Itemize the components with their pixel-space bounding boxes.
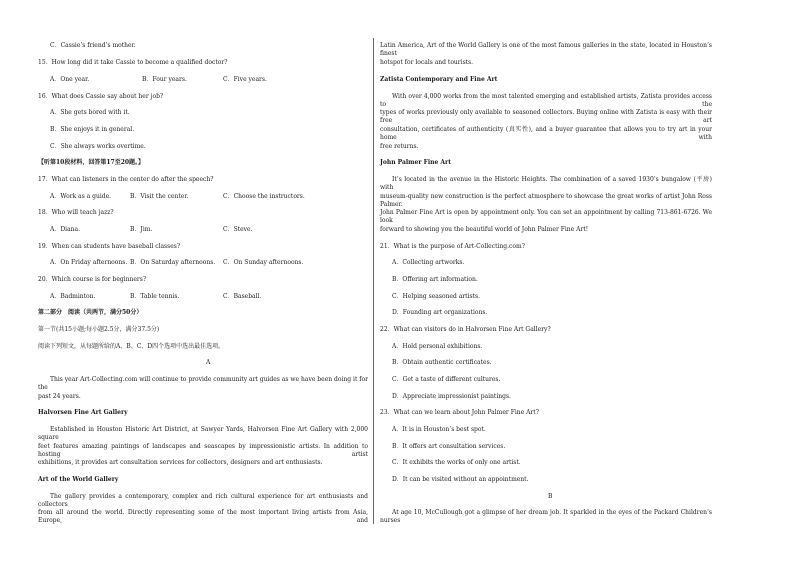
intro-line-1: This year Art-Collecting.com will continue to provide community art guides as we have been doing it for the	[38, 376, 368, 391]
passage-b-line-1: At age 10, McCullough got a glimpse of her dream job. It sparkled in the eyes of the Packard Children’s nurses	[380, 509, 712, 524]
q19-option-b: B．On Saturday afternoons.	[130, 259, 216, 266]
intro-line-2: past 24 years.	[38, 393, 81, 400]
q21-option-d: D．Founding art organizations.	[392, 309, 488, 316]
art-of-world-line-1: The gallery provides a contemporary, complex and rich cultural experience for art enthusiasts and collectors	[38, 493, 368, 508]
q15-option-a: A．One year.	[50, 76, 90, 83]
art-of-world-line-2: from all around the world. Directly representing some of the most important living artists from Asia, Europe, and	[38, 509, 368, 524]
q15-option-c: C．Five years.	[223, 76, 267, 83]
passage-b-label: B	[548, 493, 553, 500]
halvorsen-line-3: exhibitions, it provides art consultation services for collectors, designers and art enthusiasts.	[38, 459, 323, 466]
john-palmer-line-4: forward to showing you the beautiful world of John Palmer Fine Art!	[380, 226, 589, 233]
passage-a-label: A	[206, 359, 211, 366]
q20-stem: 20．Which course is for beginners?	[38, 276, 147, 283]
q23-option-a: A．It is in Houston’s best spot.	[392, 426, 486, 433]
q23-stem: 23．What can we learn about John Palmer Fine Art?	[380, 409, 539, 416]
q21-stem: 21．What is the purpose of Art-Collecting.com?	[380, 243, 525, 250]
q22-option-d: D．Appreciate impressionist paintings.	[392, 393, 511, 400]
q18-option-a: A．Diana.	[50, 226, 80, 233]
q16-option-a: A．She gets bored with it.	[50, 109, 130, 116]
zatista-line-1: With over 4,000 works from the most talented emerging and established artists, Zatista provides access to the	[380, 93, 712, 108]
art-of-world-line-4: hotspot for locals and tourists.	[380, 59, 474, 66]
q23-option-b: B．It offers art consultation services.	[392, 443, 506, 450]
john-palmer-line-1: It’s located in the avenue in the Historic Heights. The combination of a saved 1930’s bungalow (平房) with	[380, 176, 712, 191]
part-two-heading: 第二部分 阅读（共两节，满分50分）	[38, 309, 143, 316]
q18-option-c: C．Steve.	[223, 226, 253, 233]
q21-option-c: C．Helping seasoned artists.	[392, 293, 480, 300]
column-divider	[373, 38, 374, 524]
q20-option-b: B．Table tennis.	[130, 293, 180, 300]
q18-option-b: B．Jim.	[130, 226, 153, 233]
zatista-line-4: free returns.	[380, 143, 419, 150]
listening-instruction: 【听第10段材料，回答第17至20题。】	[38, 159, 145, 166]
q21-option-a: A．Collecting artworks.	[392, 259, 465, 266]
zatista-line-3: consultation, certificates of authenticity (真实性), and a buyer guarantee that allows you to try art in your home with	[380, 126, 712, 141]
q16-option-c: C．She always works overtime.	[50, 143, 146, 150]
john-palmer-heading: John Palmer Fine Art	[380, 159, 451, 166]
q22-stem: 22．What can visitors do in Halvorsen Fine Art Gallery?	[380, 326, 551, 333]
q17-option-c: C．Choose the instructors.	[223, 193, 305, 200]
zatista-heading: Zatista Contemporary and Fine Art	[380, 76, 498, 83]
q17-option-a: A．Work as a guide.	[50, 193, 112, 200]
section-one-heading: 第一节(共15小题;每小题2.5分，满分37.5分)	[38, 326, 160, 333]
zatista-line-2: types of works previously only available to seasoned collectors. Buying online with Zatista is easy with their free art	[380, 109, 712, 124]
q19-stem: 19．When can students have baseball classes?	[38, 243, 181, 250]
q22-option-b: B．Obtain authentic certificates.	[392, 359, 492, 366]
q16-stem: 16．What does Cassie say about her job?	[38, 93, 164, 100]
halvorsen-line-2: feet features amazing paintings of landscapes and seascapes by impressionistic artists. In addition to hosting artist	[38, 443, 368, 458]
q18-stem: 18．Who will teach jazz?	[38, 209, 114, 216]
q22-option-c: C．Get a taste of different cultures.	[392, 376, 501, 383]
q16-option-b: B．She enjoys it in general.	[50, 126, 135, 133]
art-of-world-heading: Art of the World Gallery	[38, 476, 119, 483]
q22-option-a: A．Hold personal exhibitions.	[392, 343, 483, 350]
art-of-world-line-3: Latin America, Art of the World Gallery is one of the most famous galleries in the state, located in Houston’s finest	[380, 42, 712, 57]
q21-option-b: B．Offering art information.	[392, 276, 478, 283]
q19-option-a: A．On Friday afternoons.	[50, 259, 128, 266]
q20-option-a: A．Badminton.	[50, 293, 96, 300]
q20-option-c: C．Baseball.	[223, 293, 262, 300]
john-palmer-line-2: museum-quality new construction is the perfect atmosphere to showcase the great works of artist John Ross Palmer.	[380, 193, 712, 208]
q17-option-b: B．Visit the center.	[130, 193, 189, 200]
reading-instruction: 阅读下列短文，从每题所给的A、B、C、D四个选项中选出最佳选项。	[38, 343, 225, 350]
q15-stem: 15．How long did it take Cassie to become a qualified doctor?	[38, 59, 228, 66]
halvorsen-line-1: Established in Houston Historic Art District, at Sawyer Yards, Halvorsen Fine Art Gallery with 2,000 square	[38, 426, 368, 441]
q14-option-c: C．Cassie’s friend’s mother.	[50, 42, 136, 49]
q19-option-c: C．On Sunday afternoons.	[223, 259, 304, 266]
q17-stem: 17．What can listeners in the center do after the speech?	[38, 176, 214, 183]
q23-option-d: D．It can be visited without an appointment.	[392, 476, 529, 483]
q15-option-b: B．Four years.	[142, 76, 187, 83]
halvorsen-heading: Halvorsen Fine Art Gallery	[38, 409, 128, 416]
john-palmer-line-3: John Palmer Fine Art is open by appointment only. You can set an appointment by calling 713-861-6726. We look	[380, 209, 712, 224]
q23-option-c: C．It exhibits the works of only one artist.	[392, 459, 521, 466]
